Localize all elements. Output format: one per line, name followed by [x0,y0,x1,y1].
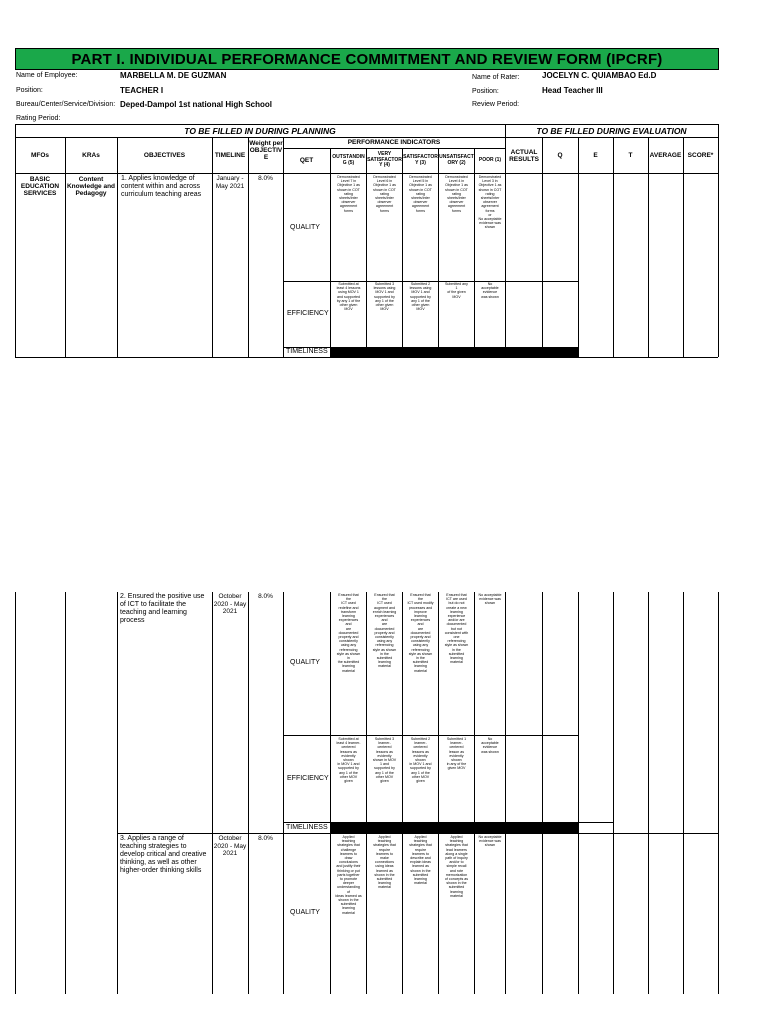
rater-label: Name of Rater: [472,74,520,81]
qet-quality-2: QUALITY [290,659,320,666]
evaluation-section-header: TO BE FILLED DURING EVALUATION [536,126,687,136]
form-title: PART I. INDIVIDUAL PERFORMANCE COMMITMENT AND REVIEW FORM (IPCRF) [15,48,719,70]
qet-timeliness-2: TIMELINESS [286,824,328,831]
indicator-text: Ensured that the ICT used augment and enrich learning experiences and are documented properly and consistently using any referencing style as shown in the submitted learning material [372,593,397,669]
indicator-text: No acceptable evidence was shown [478,593,502,606]
e-header: E [593,152,598,159]
weight-header: Weight per OBJECTIV E [249,140,283,161]
review-period-label: Review Period: [472,101,520,108]
objective-1: 1. Applies knowledge of content within and across curriculum teaching areas [121,175,202,198]
weight-1: 8.0% [258,175,273,182]
indicator-text: Demonstrated Level 3 in Objective 1 as shown in COT rating sheets/inter observer agreement forms or No acceptable evidence was shown [478,175,502,230]
bureau-label: Bureau/Center/Service/Division: [16,101,116,108]
rater-name: JOCELYN C. QUIAMBAO Ed.D [542,71,657,80]
qet-quality-1: QUALITY [290,224,320,231]
t-header: T [628,152,633,159]
indicator-text: Applied teaching strategies that challenge learners to draw conclusions and justify their thinking or put parts together to promote deeper understanding of ideas learned as shown in the submitted learning material [335,835,362,915]
timeline-header: TIMELINE [214,152,246,159]
indicator-text: Demonstrated Level 5 in Objective 1 as shown in COT rating sheets/inter observer agreement forms [409,175,432,213]
weight-3: 8.0% [258,835,273,842]
poor-header: POOR (1) [478,157,502,163]
qet-efficiency-1: EFFICIENCY [287,310,329,317]
indicator-text: Ensured that the ICT used redefine and transform learning experiences and are documented properly and consistently using any referencing style as shown in the submitted learning material [336,593,361,673]
satisfactory-header: SATISFACTOR Y (3) [403,154,438,166]
qet-timeliness-1: TIMELINESS [286,348,328,355]
bureau-value: Deped-Dampol 1st national High School [120,100,273,109]
planning-section-header: TO BE FILLED IN DURING PLANNING [184,126,336,136]
qet-efficiency-2: EFFICIENCY [287,775,329,782]
employee-label: Name of Employee: [16,72,78,79]
position-label: Position: [16,87,43,94]
indicator-text: Applied teaching strategies that require learners to describe and explain ideas learned as shown in the submitted learning material [409,835,432,886]
score-header: SCORE* [687,152,714,159]
outstanding-header: OUTSTANDIN G (5) [332,154,365,166]
rater-position: Head Teacher III [542,86,603,95]
weight-2: 8.0% [258,593,273,600]
objectives-header: OBJECTIVES [143,152,186,159]
indicator-text: Submitted 3 learner- centered lessons as evidently shown in MOV 1 and supported by any 1 of the other MOV given [372,737,397,784]
indicator-text: Ensured that ICT are used but do not create a new learning experience and/or are documented but not consistent with one referencing style as shown in the submitted learning material [444,593,469,665]
very-satisfactory-header: VERY SATISFACTOR Y (4) [367,151,402,168]
performance-indicators-header: PERFORMANCE INDICATORS [347,139,441,146]
timeline-2: October 2020 - May 2021 [213,593,247,615]
indicator-text: Submitted 1 learner- centered lesson as evidently shown in any of the given MOV [446,737,467,771]
objective-3: 3. Applies a range of teaching strategies to develop critical and creative thinking, as well as other higher-order thinking skills [120,835,207,874]
indicator-text: Submitted any 1 of the given MOV [445,282,468,299]
indicator-text: Submitted at least 4 learner- centered lessons as evidently shown in MOV 1 and supported by any 1 of the other MOV given [336,737,361,784]
timeline-1: January - May 2021 [215,175,245,190]
indicator-text: No acceptable evidence was shown [478,835,502,848]
indicator-text: Applied teaching strategies that require learners to make connections using ideas learned as shown in the submitted learning material [373,835,396,890]
indicator-text: Submitted 2 lessons using MOV 1 and supported by any 1 of the other given MOV [409,282,432,312]
objective-2: 2. Ensured the positive use of ICT to facilitate the teaching and learning process [120,593,205,624]
unsatisfactory-header: UNSATISFACT ORY (2) [439,154,474,166]
indicator-text: Submitted 3 lessons using MOV 1 and supported by any 1 of the other given MOV [373,282,396,312]
mfo-basic-education: BASIC EDUCATION SERVICES [20,176,60,197]
indicator-text: Submitted at least 4 lessons using MOV 1 and supported by any 1 of the other given MOV [336,282,361,312]
qet-header: QET [299,157,314,164]
employee-name: MARBELLA M. DE GUZMAN [120,71,227,80]
actual-results-header: ACTUAL RESULTS [509,149,539,163]
indicator-text: Demonstrated Level 4 in Objective 1 as shown in COT rating sheets/inter observer agreement forms [445,175,468,213]
position-value: TEACHER I [120,86,164,95]
kras-header: KRAs [82,152,100,159]
qet-quality-3: QUALITY [290,909,320,916]
timeline-3: October 2020 - May 2021 [213,835,247,857]
kra-content-knowledge: Content Knowledge and Pedagogy [66,176,116,197]
q-header: Q [557,152,563,159]
indicator-text: No acceptable evidence was shown [481,282,499,299]
mfos-header: MFOs [30,152,50,159]
rating-period-label: Rating Period: [16,115,61,122]
indicator-text: Submitted 2 learner- centered lessons as evidently shown in MOV 1 and supported by any 1 of the other MOV given [409,737,432,784]
indicator-text: Applied teaching strategies that lead learners along a single path of inquiry and/or to simple recall and rote memorization of concepts as shown in the submitted learning material [444,835,469,898]
indicator-text: Ensured that the ICT used modify processes and improve learning experiences and are documented properly and consistently using any referencing style as shown in the submitted learning material [407,593,434,673]
rater-position-label: Position: [472,88,499,95]
indicator-text: No acceptable evidence was shown [481,737,499,754]
indicator-text: Demonstrated Level 6 in Objective 1 as shown in COT rating sheets/inter observer agreement forms [373,175,396,213]
average-header: AVERAGE [649,152,682,159]
indicator-text: Demonstrated Level 7 in Objective 1 as shown in COT rating sheets/inter observer agreement forms [337,175,360,213]
